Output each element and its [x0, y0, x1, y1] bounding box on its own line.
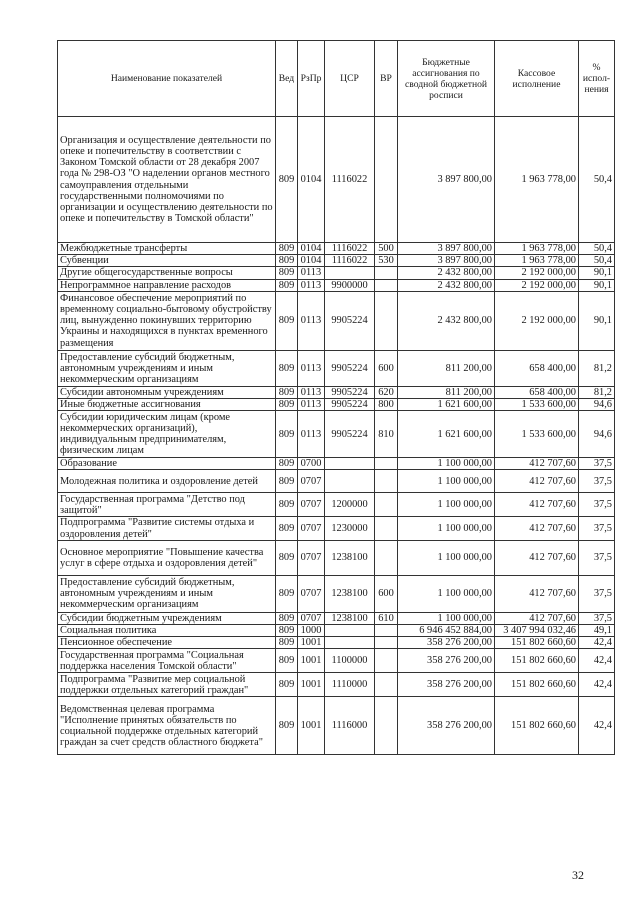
cell-csr: 9905224 — [325, 350, 375, 386]
cell-pct: 37,5 — [579, 493, 615, 517]
cell-cash: 2 192 000,00 — [495, 279, 579, 291]
header-assign: Бюджетные ассигнования по сводной бюджетной росписи — [398, 41, 495, 117]
cell-ved: 809 — [276, 386, 298, 398]
cell-rzpr: 0707 — [298, 540, 325, 575]
table-row — [58, 291, 615, 350]
cell-cash: 658 400,00 — [495, 386, 579, 398]
cell-name: Иные бюджетные ассигнования — [58, 399, 276, 411]
cell-vr — [375, 637, 398, 649]
cell-rzpr: 0113 — [298, 279, 325, 291]
cell-rzpr: 0104 — [298, 243, 325, 255]
cell-pct: 42,4 — [579, 637, 615, 649]
cell-assign: 358 276 200,00 — [398, 673, 495, 697]
cell-rzpr: 1001 — [298, 649, 325, 673]
cell-pct: 49,1 — [579, 625, 615, 637]
cell-assign: 3 897 800,00 — [398, 255, 495, 267]
cell-name: Субсидии бюджетным учреждениям — [58, 612, 276, 624]
cell-csr: 1238100 — [325, 540, 375, 575]
cell-ved: 809 — [276, 625, 298, 637]
cell-pct: 94,6 — [579, 399, 615, 411]
cell-name: Пенсионное обеспечение — [58, 637, 276, 649]
cell-vr — [375, 117, 398, 243]
cell-cash: 1 533 600,00 — [495, 399, 579, 411]
cell-pct: 37,5 — [579, 575, 615, 612]
cell-ved: 809 — [276, 697, 298, 755]
cell-assign: 1 100 000,00 — [398, 493, 495, 517]
cell-rzpr: 0113 — [298, 399, 325, 411]
cell-ved: 809 — [276, 399, 298, 411]
cell-rzpr: 1001 — [298, 697, 325, 755]
cell-vr — [375, 458, 398, 470]
cell-cash: 1 963 778,00 — [495, 117, 579, 243]
cell-vr — [375, 673, 398, 697]
cell-vr — [375, 291, 398, 350]
cell-pct: 42,4 — [579, 649, 615, 673]
cell-vr — [375, 279, 398, 291]
table-row — [58, 399, 615, 411]
cell-pct: 90,1 — [579, 279, 615, 291]
cell-cash: 2 192 000,00 — [495, 291, 579, 350]
cell-cash: 151 802 660,60 — [495, 637, 579, 649]
cell-cash: 151 802 660,60 — [495, 649, 579, 673]
table-row — [58, 386, 615, 398]
cell-rzpr: 1001 — [298, 673, 325, 697]
cell-assign: 811 200,00 — [398, 350, 495, 386]
cell-pct: 81,2 — [579, 386, 615, 398]
cell-vr — [375, 697, 398, 755]
cell-name: Субсидии автономным учреждениям — [58, 386, 276, 398]
cell-vr — [375, 493, 398, 517]
cell-assign: 1 621 600,00 — [398, 399, 495, 411]
cell-csr: 1116000 — [325, 697, 375, 755]
table-row — [58, 279, 615, 291]
cell-ved: 809 — [276, 243, 298, 255]
cell-name: Предоставление субсидий бюджетным, автономным учреждениям и иным некоммерческим организациям — [58, 350, 276, 386]
cell-rzpr: 0113 — [298, 291, 325, 350]
cell-vr: 600 — [375, 575, 398, 612]
table-row — [58, 255, 615, 267]
cell-cash: 412 707,60 — [495, 493, 579, 517]
cell-ved: 809 — [276, 411, 298, 458]
table-row — [58, 540, 615, 575]
table-row — [58, 267, 615, 279]
table-row — [58, 625, 615, 637]
cell-ved: 809 — [276, 255, 298, 267]
cell-assign: 1 100 000,00 — [398, 540, 495, 575]
cell-vr: 810 — [375, 411, 398, 458]
cell-pct: 81,2 — [579, 350, 615, 386]
cell-assign: 811 200,00 — [398, 386, 495, 398]
table-row — [58, 575, 615, 612]
table-row — [58, 649, 615, 673]
cell-name: Подпрограмма "Развитие мер социальной поддержки отдельных категорий граждан" — [58, 673, 276, 697]
table-row — [58, 612, 615, 624]
cell-csr: 9905224 — [325, 399, 375, 411]
table-header-row — [58, 41, 615, 117]
cell-csr: 1200000 — [325, 493, 375, 517]
cell-rzpr: 0104 — [298, 117, 325, 243]
page-number: 32 — [572, 868, 584, 882]
cell-pct: 50,4 — [579, 243, 615, 255]
cell-name: Предоставление субсидий бюджетным, автономным учреждениям и иным некоммерческим организациям — [58, 575, 276, 612]
cell-assign: 1 100 000,00 — [398, 458, 495, 470]
header-rzpr: РзПр — [298, 41, 325, 117]
cell-assign: 358 276 200,00 — [398, 697, 495, 755]
cell-cash: 412 707,60 — [495, 540, 579, 575]
cell-cash: 658 400,00 — [495, 350, 579, 386]
cell-name: Молодежная политика и оздоровление детей — [58, 470, 276, 493]
cell-vr — [375, 517, 398, 540]
cell-rzpr: 0113 — [298, 267, 325, 279]
header-ved: Вед — [276, 41, 298, 117]
cell-rzpr: 0707 — [298, 470, 325, 493]
cell-cash: 412 707,60 — [495, 470, 579, 493]
cell-csr — [325, 458, 375, 470]
header-pct: % испол-нения — [579, 41, 615, 117]
cell-vr — [375, 267, 398, 279]
cell-csr: 1238100 — [325, 575, 375, 612]
cell-ved: 809 — [276, 350, 298, 386]
cell-pct: 37,5 — [579, 612, 615, 624]
cell-csr: 1110000 — [325, 673, 375, 697]
cell-csr — [325, 267, 375, 279]
cell-csr: 9905224 — [325, 291, 375, 350]
table-row — [58, 493, 615, 517]
cell-cash: 1 533 600,00 — [495, 411, 579, 458]
cell-assign: 2 432 800,00 — [398, 267, 495, 279]
table-row — [58, 697, 615, 755]
cell-name: Субвенции — [58, 255, 276, 267]
cell-ved: 809 — [276, 493, 298, 517]
cell-ved: 809 — [276, 612, 298, 624]
cell-assign: 3 897 800,00 — [398, 117, 495, 243]
table-row — [58, 117, 615, 243]
cell-csr: 1100000 — [325, 649, 375, 673]
cell-csr — [325, 470, 375, 493]
cell-cash: 151 802 660,60 — [495, 673, 579, 697]
cell-pct: 50,4 — [579, 117, 615, 243]
cell-assign: 1 621 600,00 — [398, 411, 495, 458]
cell-ved: 809 — [276, 540, 298, 575]
cell-cash: 412 707,60 — [495, 458, 579, 470]
cell-rzpr: 0113 — [298, 350, 325, 386]
table-row — [58, 350, 615, 386]
cell-name: Образование — [58, 458, 276, 470]
cell-ved: 809 — [276, 649, 298, 673]
cell-csr — [325, 625, 375, 637]
cell-assign: 1 100 000,00 — [398, 612, 495, 624]
cell-assign: 3 897 800,00 — [398, 243, 495, 255]
cell-pct: 94,6 — [579, 411, 615, 458]
cell-name: Непрограммное направление расходов — [58, 279, 276, 291]
cell-pct: 42,4 — [579, 697, 615, 755]
budget-table — [57, 40, 615, 755]
cell-vr: 610 — [375, 612, 398, 624]
cell-name: Межбюджетные трансферты — [58, 243, 276, 255]
cell-vr: 530 — [375, 255, 398, 267]
cell-csr — [325, 637, 375, 649]
cell-csr: 1116022 — [325, 117, 375, 243]
cell-vr — [375, 470, 398, 493]
cell-rzpr: 0113 — [298, 386, 325, 398]
cell-rzpr: 0707 — [298, 612, 325, 624]
cell-pct: 37,5 — [579, 470, 615, 493]
table-row — [58, 458, 615, 470]
cell-name: Государственная программа "Детство под защитой" — [58, 493, 276, 517]
cell-ved: 809 — [276, 279, 298, 291]
cell-rzpr: 0700 — [298, 458, 325, 470]
cell-csr: 9900000 — [325, 279, 375, 291]
cell-name: Субсидии юридическим лицам (кроме некоммерческих организаций), индивидуальным предпринимателям, физическим лицам — [58, 411, 276, 458]
cell-ved: 809 — [276, 291, 298, 350]
cell-assign: 6 946 452 884,00 — [398, 625, 495, 637]
cell-ved: 809 — [276, 458, 298, 470]
cell-ved: 809 — [276, 575, 298, 612]
cell-pct: 37,5 — [579, 540, 615, 575]
cell-ved: 809 — [276, 267, 298, 279]
cell-cash: 412 707,60 — [495, 517, 579, 540]
cell-rzpr: 0707 — [298, 575, 325, 612]
cell-rzpr: 1001 — [298, 637, 325, 649]
cell-ved: 809 — [276, 117, 298, 243]
cell-vr: 800 — [375, 399, 398, 411]
cell-pct: 90,1 — [579, 267, 615, 279]
cell-assign: 1 100 000,00 — [398, 575, 495, 612]
cell-vr: 500 — [375, 243, 398, 255]
cell-name: Ведомственная целевая программа "Исполнение принятых обязательств по социальной поддержке отдельных категорий граждан за счет средств областного бюджета" — [58, 697, 276, 755]
table-row — [58, 637, 615, 649]
cell-vr — [375, 649, 398, 673]
cell-ved: 809 — [276, 517, 298, 540]
cell-assign: 2 432 800,00 — [398, 279, 495, 291]
cell-pct: 50,4 — [579, 255, 615, 267]
cell-cash: 412 707,60 — [495, 612, 579, 624]
header-vr: ВР — [375, 41, 398, 117]
table-row — [58, 470, 615, 493]
cell-cash: 1 963 778,00 — [495, 255, 579, 267]
cell-csr: 1230000 — [325, 517, 375, 540]
cell-name: Финансовое обеспечение мероприятий по временному социально-бытовому обустройству лиц, вынужденно покинувших территорию Украины и находящихся в пунктах временного размещения — [58, 291, 276, 350]
cell-assign: 358 276 200,00 — [398, 637, 495, 649]
table-row — [58, 411, 615, 458]
cell-ved: 809 — [276, 637, 298, 649]
cell-csr: 1116022 — [325, 255, 375, 267]
header-cash: Кассовое исполнение — [495, 41, 579, 117]
cell-csr: 1116022 — [325, 243, 375, 255]
cell-cash: 3 407 994 032,46 — [495, 625, 579, 637]
cell-pct: 37,5 — [579, 517, 615, 540]
cell-pct: 90,1 — [579, 291, 615, 350]
cell-vr: 600 — [375, 350, 398, 386]
cell-name: Подпрограмма "Развитие системы отдыха и оздоровления детей" — [58, 517, 276, 540]
cell-ved: 809 — [276, 470, 298, 493]
table-row — [58, 243, 615, 255]
header-name: Наименование показателей — [58, 41, 276, 117]
cell-cash: 2 192 000,00 — [495, 267, 579, 279]
cell-vr — [375, 540, 398, 575]
cell-name: Социальная политика — [58, 625, 276, 637]
cell-rzpr: 0113 — [298, 411, 325, 458]
cell-assign: 1 100 000,00 — [398, 470, 495, 493]
cell-vr — [375, 625, 398, 637]
table-row — [58, 673, 615, 697]
cell-csr: 9905224 — [325, 386, 375, 398]
table-row — [58, 517, 615, 540]
cell-vr: 620 — [375, 386, 398, 398]
cell-name: Государственная программа "Социальная поддержка населения Томской области" — [58, 649, 276, 673]
cell-name: Другие общегосударственные вопросы — [58, 267, 276, 279]
cell-rzpr: 0104 — [298, 255, 325, 267]
cell-rzpr: 0707 — [298, 517, 325, 540]
cell-csr: 1238100 — [325, 612, 375, 624]
cell-assign: 1 100 000,00 — [398, 517, 495, 540]
cell-name: Организация и осуществление деятельности по опеке и попечительству в соответствии с Законом Томской области от 28 декабря 2007 года № 298-ОЗ "О наделении органов местного самоуправления отдельными государственными полномочиями по организации и осуществлению деятельности по опеке и попечительству в Томской области" — [58, 117, 276, 243]
cell-ved: 809 — [276, 673, 298, 697]
cell-name: Основное мероприятие "Повышение качества услуг в сфере отдыха и оздоровления детей" — [58, 540, 276, 575]
cell-pct: 37,5 — [579, 458, 615, 470]
header-csr: ЦСР — [325, 41, 375, 117]
cell-cash: 412 707,60 — [495, 575, 579, 612]
cell-cash: 1 963 778,00 — [495, 243, 579, 255]
cell-rzpr: 1000 — [298, 625, 325, 637]
cell-csr: 9905224 — [325, 411, 375, 458]
cell-rzpr: 0707 — [298, 493, 325, 517]
cell-pct: 42,4 — [579, 673, 615, 697]
cell-assign: 2 432 800,00 — [398, 291, 495, 350]
cell-assign: 358 276 200,00 — [398, 649, 495, 673]
cell-cash: 151 802 660,60 — [495, 697, 579, 755]
